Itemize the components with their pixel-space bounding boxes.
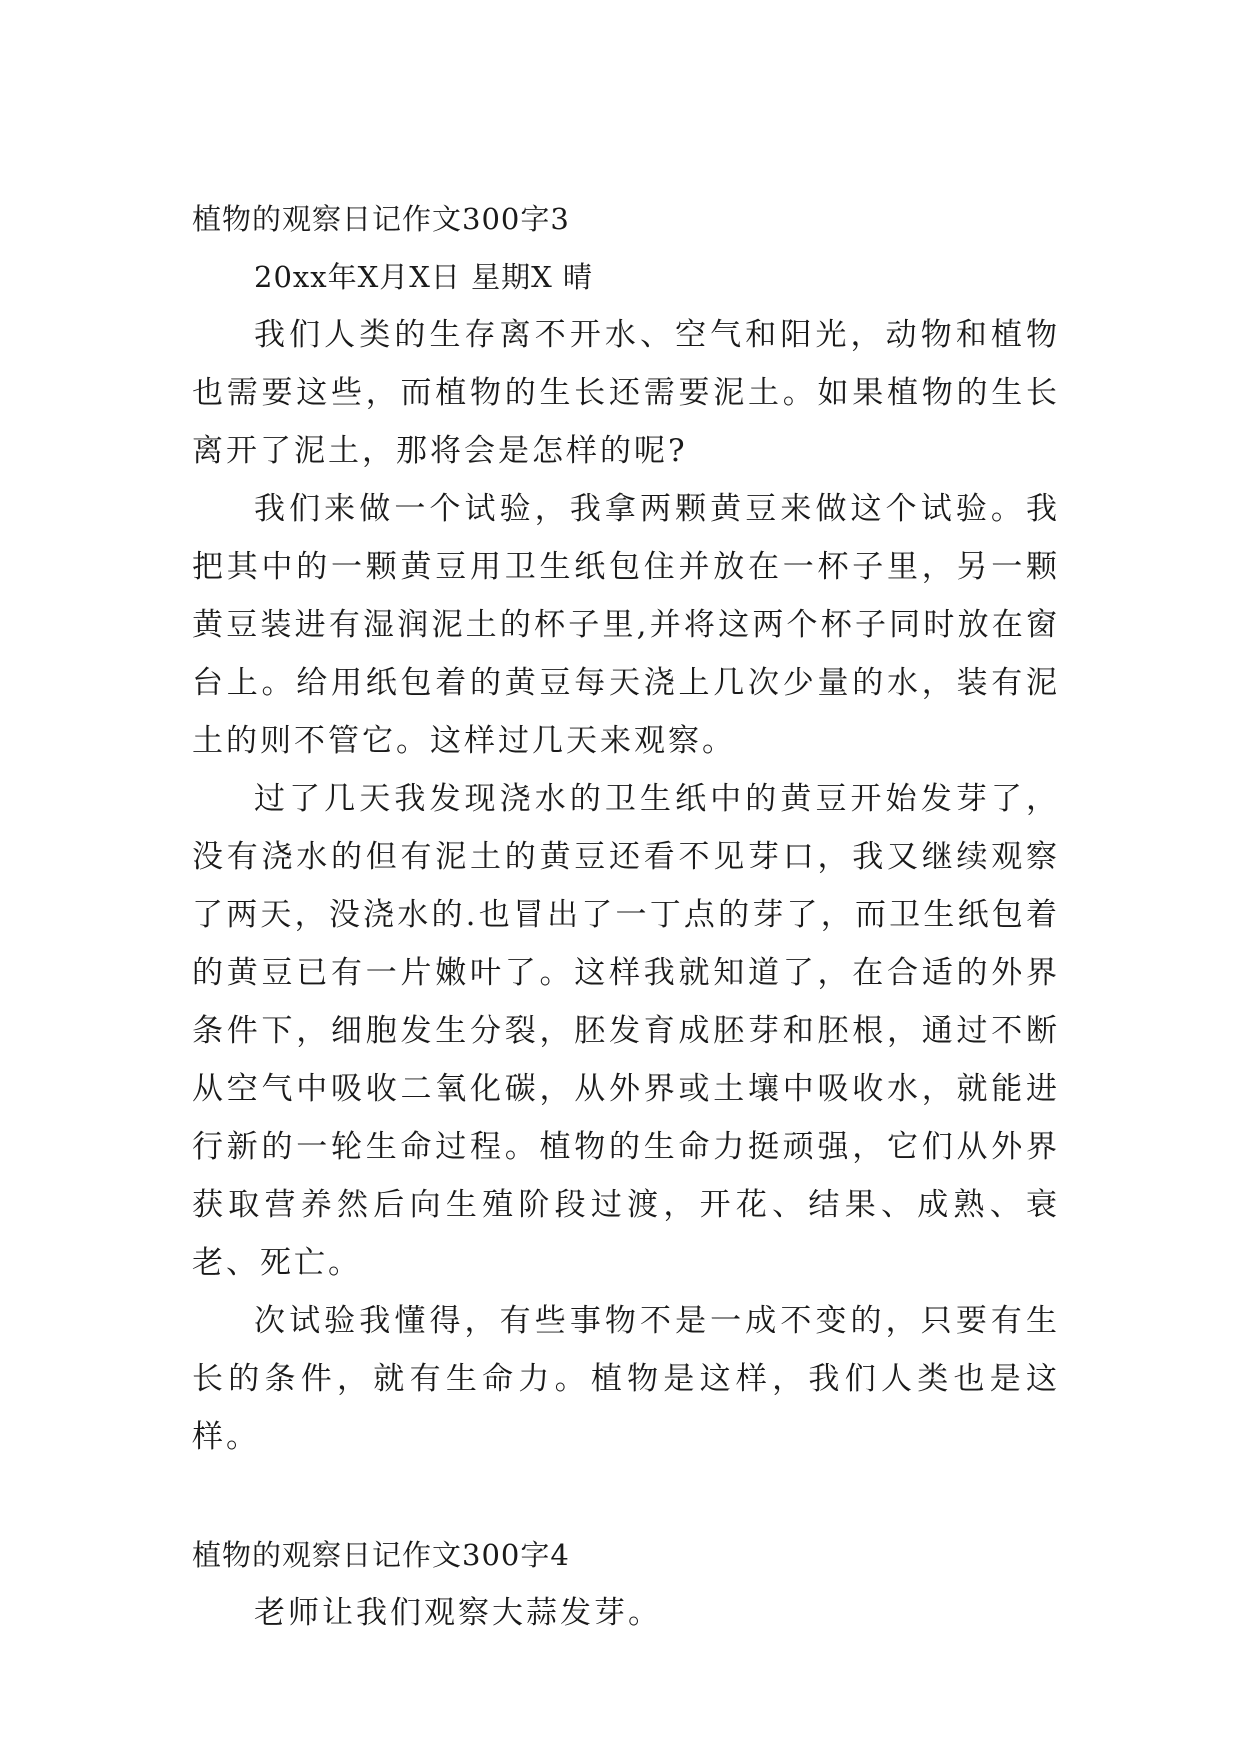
document-page xyxy=(192,190,1060,1642)
section-3-paragraph: 次试验我懂得，有些事物不是一成不变的，只要有生长的条件，就有生命力。植物是这样，我们人类也是这样。 xyxy=(192,1303,1060,1455)
section-4-paragraph: 老师让我们观察大蒜发芽。 xyxy=(254,1595,662,1631)
diary-date-line: 20xx年X月X日 星期X 晴 xyxy=(254,260,593,294)
section-4-heading: 植物的观察日记作文300字4 xyxy=(192,1538,570,1572)
section-3-heading: 植物的观察日记作文300字3 xyxy=(192,202,570,236)
section-spacer xyxy=(192,1466,1060,1526)
section-3-paragraph: 过了几天我发现浇水的卫生纸中的黄豆开始发芽了，没有浇水的但有泥土的黄豆还看不见芽口，我又继续观察了两天，没浇水的.也冒出了一丁点的芽了，而卫生纸包着的黄豆已有一片嫩叶了。这样我就知道了，在合适的外界条件下，细胞发生分裂，胚发育成胚芽和胚根，通过不断从空气中吸收二氧化碳，从外界或土壤中吸收水，就能进行新的一轮生命过程。植物的生命力挺顽强，它们从外界获取营养然后向生殖阶段过渡，开花、结果、成熟、衰老、死亡。 xyxy=(192,781,1060,1281)
section-3-paragraph: 我们人类的生存离不开水、空气和阳光，动物和植物也需要这些，而植物的生长还需要泥土。如果植物的生长离开了泥土，那将会是怎样的呢? xyxy=(192,317,1060,469)
section-3-paragraph: 我们来做一个试验，我拿两颗黄豆来做这个试验。我把其中的一颗黄豆用卫生纸包住并放在一杯子里，另一颗黄豆装进有湿润泥土的杯子里,并将这两个杯子同时放在窗台上。给用纸包着的黄豆每天浇上几次少量的水，装有泥土的则不管它。这样过几天来观察。 xyxy=(192,491,1060,759)
